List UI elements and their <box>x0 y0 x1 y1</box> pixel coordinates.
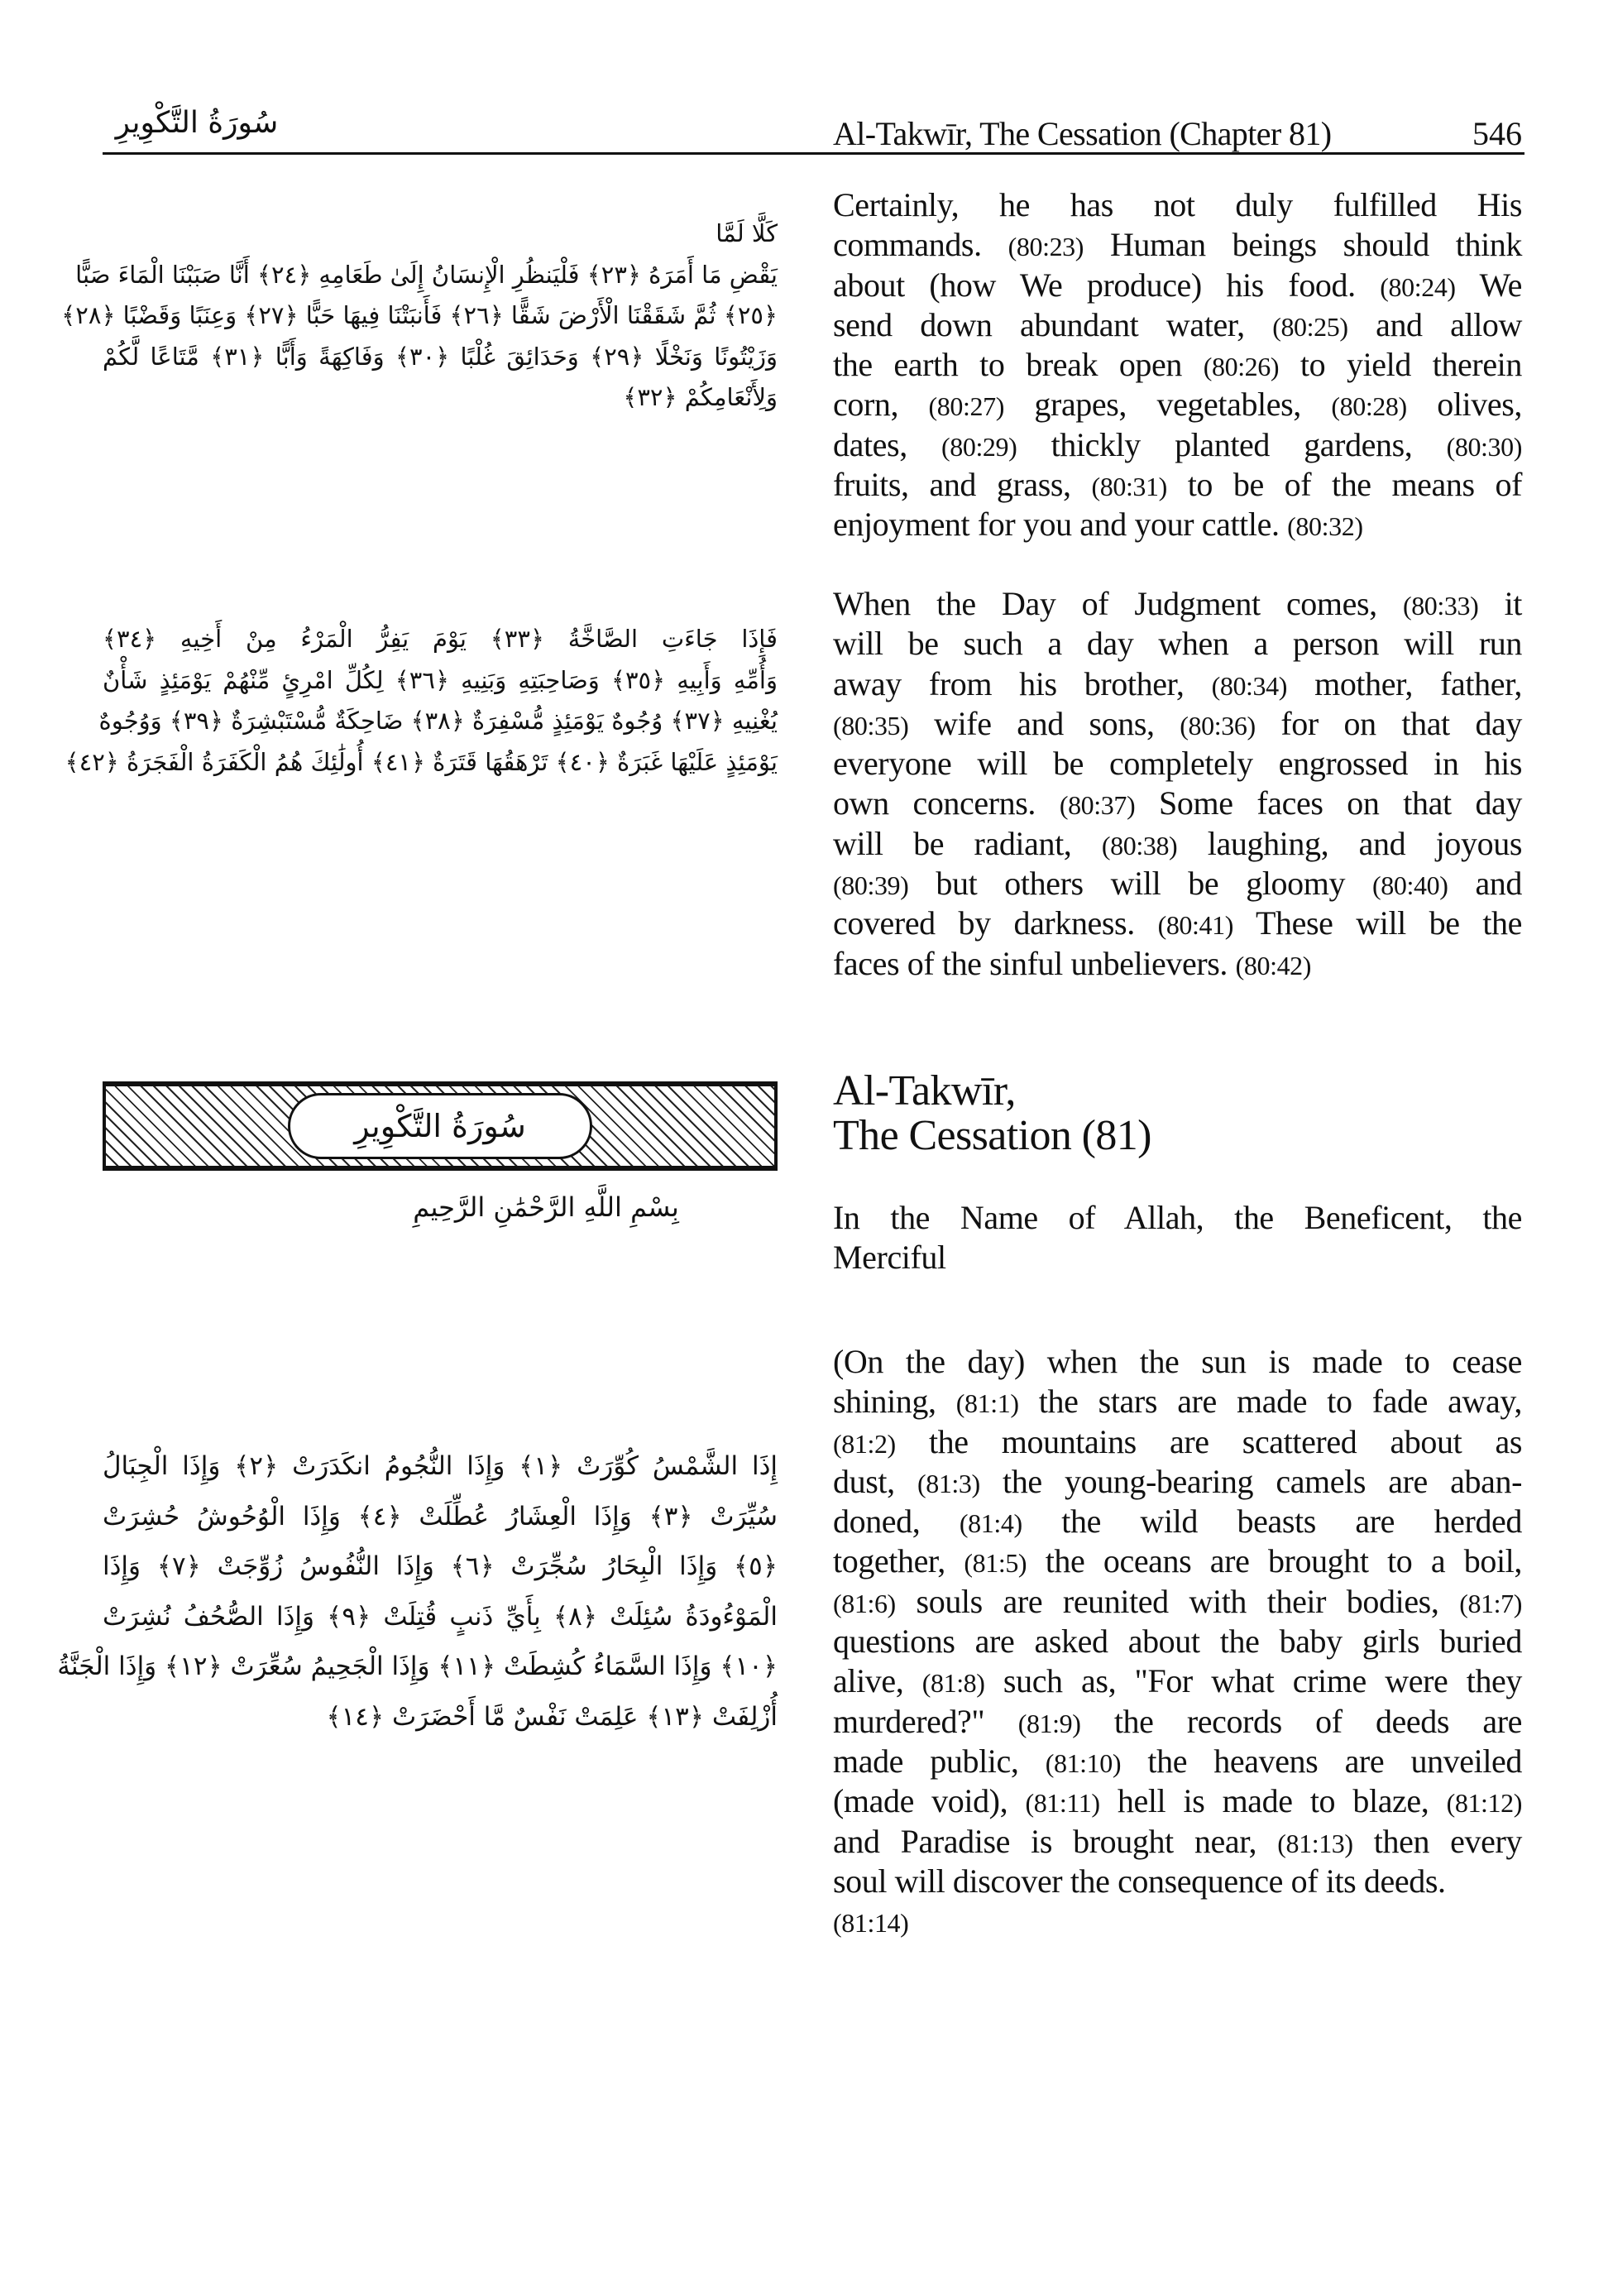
text-line: about (how We produce) his food. (80:24) We <box>833 266 1522 304</box>
arabic-line: سُيِّرَتْ ﴿٣﴾ وَإِذَا الْعِشَارُ عُطِّلَتْ ﴿٤﴾ وَإِذَا الْوُحُوشُ حُشِرَتْ <box>103 1501 778 1531</box>
text-line: everyone will be completely engrossed in his <box>833 745 1522 783</box>
verse-reference: (80:38) <box>1101 830 1178 860</box>
chapter-heading <box>833 1069 1151 1158</box>
text-line: Merciful <box>833 1239 946 1277</box>
verse-reference: (80:41) <box>1157 910 1233 941</box>
text-line: send down abundant water, (80:25) and allow <box>833 305 1523 343</box>
arabic-line: كَلَّا لَمَّا <box>716 219 778 247</box>
translation-paragraph-1 <box>833 185 1522 545</box>
arabic-line: فَإِذَا جَاءَتِ الصَّاخَّةُ ﴿٣٣﴾ يَوْمَ يَفِرُّ الْمَرْءُ مِنْ أَخِيهِ ﴿٣٤﴾ <box>103 625 778 653</box>
verse-reference: (81:12) <box>1446 1788 1522 1819</box>
text-line: Certainly, he has not duly fulfilled His <box>833 186 1522 223</box>
text-line: the earth to break open (80:26) to yield therein <box>833 346 1522 384</box>
text-line: enjoyment for you and your cattle. (80:32) <box>833 506 1363 544</box>
verse-reference: (80:28) <box>1331 391 1407 422</box>
verse-reference: (80:33) <box>1402 591 1479 621</box>
surah-title-banner <box>103 1081 778 1171</box>
verse-reference: (80:32) <box>1287 511 1363 542</box>
arabic-line: الْمَوْءُودَةُ سُئِلَتْ ﴿٨﴾ بِأَيِّ ذَنبٍ قُتِلَتْ ﴿٩﴾ وَإِذَا الصُّحُفُ نُشِرَتْ <box>103 1601 778 1632</box>
text-line: corn, (80:27) grapes, vegetables, (80:28) olives, <box>833 386 1522 424</box>
text-line: fruits, and grass, (80:31) to be of the means of <box>833 466 1523 504</box>
arabic-line: وَزَيْتُونًا وَنَخْلًا ﴿٢٩﴾ وَحَدَائِقَ غُلْبًا ﴿٣٠﴾ وَفَاكِهَةً وَأَبًّا ﴿٣١﴾ مَّتَاعًا لَّكُمْ <box>103 342 778 371</box>
text-line: dust, (81:3) the young-bearing camels are aban- <box>833 1462 1523 1500</box>
verse-reference: (81:11) <box>1025 1788 1100 1819</box>
arabic-line: يَقْضِ مَا أَمَرَهُ ﴿٢٣﴾ فَلْيَنظُرِ الْإِنسَانُ إِلَىٰ طَعَامِهِ ﴿٢٤﴾ أَنَّا صَبَبْنَا الْمَاءَ صَبًّا <box>75 260 778 289</box>
verse-reference: (80:34) <box>1211 670 1287 701</box>
verse-reference: (80:29) <box>941 431 1017 462</box>
banner-cartouche: سُورَةُ التَّكْوِيرِ <box>288 1093 592 1159</box>
bismillah-translation <box>833 1198 1522 1278</box>
verse-reference: (80:27) <box>928 391 1004 422</box>
text-line: dates, (80:29) thickly planted gardens, (80:30) <box>833 425 1522 463</box>
text-line: (made void), (81:11) hell is made to blaze, (81:12) <box>833 1782 1522 1820</box>
translation-paragraph-2 <box>833 584 1522 984</box>
verse-reference: (80:37) <box>1059 790 1136 821</box>
verse-reference: (81:10) <box>1045 1747 1122 1778</box>
arabic-line: إِذَا الشَّمْسُ كُوِّرَتْ ﴿١﴾ وَإِذَا النُّجُومُ انكَدَرَتْ ﴿٢﴾ وَإِذَا الْجِبَالُ <box>103 1451 778 1481</box>
running-title: Al-Takwīr, The Cessation (Chapter 81) <box>833 115 1332 152</box>
text-line: and Paradise is brought near, (81:13) then every <box>833 1822 1523 1860</box>
text-line: made public, (81:10) the heavens are unveiled <box>833 1742 1522 1780</box>
text-line: will be such a day when a person will run <box>833 625 1522 663</box>
arabic-line: وَأُمِّهِ وَأَبِيهِ ﴿٣٥﴾ وَصَاحِبَتِهِ وَبَنِيهِ ﴿٣٦﴾ لِكُلِّ امْرِئٍ مِّنْهُمْ يَوْمَئِذٍ شَأْنٌ <box>103 665 778 694</box>
text-line: faces of the sinful unbelievers. (80:42) <box>833 944 1312 982</box>
verse-reference: (81:5) <box>964 1548 1027 1579</box>
chapter-heading-line-2: The Cessation (81) <box>833 1112 1151 1159</box>
verse-reference: (81:9) <box>1017 1708 1081 1738</box>
verse-reference: (81:13) <box>1277 1828 1353 1858</box>
text-line: (81:6) souls are reunited with their bodies, (81:7) <box>833 1582 1522 1620</box>
page-number: 546 <box>1472 115 1522 152</box>
arabic-block-1 <box>61 213 778 419</box>
verse-reference: (81:8) <box>921 1668 985 1699</box>
header-rule <box>103 152 1524 155</box>
text-line: covered by darkness. (80:41) These will be the <box>833 904 1522 942</box>
text-line: alive, (81:8) such as, "For what crime were they <box>833 1662 1522 1700</box>
arabic-line: ﴿١٠﴾ وَإِذَا السَّمَاءُ كُشِطَتْ ﴿١١﴾ وَإِذَا الْجَحِيمُ سُعِّرَتْ ﴿١٢﴾ وَإِذَا الْجَنَّةُ <box>57 1651 778 1681</box>
arabic-line: ﴿٥﴾ وَإِذَا الْبِحَارُ سُجِّرَتْ ﴿٦﴾ وَإِذَا النُّفُوسُ زُوِّجَتْ ﴿٧﴾ وَإِذَا <box>103 1551 778 1581</box>
verse-reference: (80:25) <box>1272 311 1348 342</box>
verse-reference: (80:31) <box>1091 472 1167 502</box>
verse-reference: (80:39) <box>833 870 909 901</box>
arabic-block-3 <box>57 1441 778 1742</box>
text-line: (80:35) wife and sons, (80:36) for on that day <box>833 704 1522 742</box>
chapter-heading-line-1: Al-Takwīr, <box>833 1067 1016 1114</box>
verse-reference: (80:35) <box>833 710 909 741</box>
header-surah-calligraphy: سُورَةُ التَّكْوِيرِ <box>115 106 279 140</box>
arabic-line: ﴿٢٥﴾ ثُمَّ شَقَقْنَا الْأَرْضَ شَقًّا ﴿٢٦﴾ فَأَنبَتْنَا فِيهَا حَبًّا ﴿٢٧﴾ وَعِنَبًا وَقَضْبًا ﴿٢٨﴾ <box>61 301 778 329</box>
arabic-line: أُزْلِفَتْ ﴿١٣﴾ عَلِمَتْ نَفْسٌ مَّا أَحْضَرَتْ ﴿١٤﴾ <box>326 1701 778 1732</box>
arabic-line: يَوْمَئِذٍ عَلَيْهَا غَبَرَةٌ ﴿٤٠﴾ تَرْهَقُهَا قَتَرَةٌ ﴿٤١﴾ أُولَٰئِكَ هُمُ الْكَفَرَةُ الْفَجَرَةُ ﴿٤٢﴾ <box>65 747 778 776</box>
text-line: (80:39) but others will be gloomy (80:40) and <box>833 865 1522 903</box>
text-line: When the Day of Judgment comes, (80:33) it <box>833 585 1522 622</box>
arabic-line: وَلِأَنْعَامِكُمْ ﴿٣٢﴾ <box>623 383 778 411</box>
verse-reference: (81:3) <box>917 1468 980 1498</box>
verse-reference: (80:36) <box>1180 710 1256 741</box>
text-line: questions are asked about the baby girls buried <box>833 1623 1522 1661</box>
verse-reference: (80:23) <box>1008 232 1084 262</box>
verse-reference: (81:6) <box>833 1588 896 1618</box>
text-line: doned, (81:4) the wild beasts are herded <box>833 1503 1522 1541</box>
text-line: (On the day) when the sun is made to cease <box>833 1343 1522 1380</box>
text-line <box>833 1901 1522 1941</box>
verse-reference: (81:1) <box>955 1388 1019 1419</box>
verse-reference: (81:14) <box>833 1908 909 1939</box>
text-line: (81:2) the mountains are scattered about as <box>833 1422 1522 1460</box>
verse-reference: (81:4) <box>959 1508 1022 1539</box>
text-line: own concerns. (80:37) Some faces on that day <box>833 784 1523 822</box>
verse-reference: (81:7) <box>1459 1588 1522 1618</box>
text-line: away from his brother, (80:34) mother, father, <box>833 664 1522 702</box>
text-line: shining, (81:1) the stars are made to fade away, <box>833 1383 1522 1421</box>
bismillah-calligraphy: بِسْمِ اللَّهِ الرَّحْمَٰنِ الرَّحِيمِ <box>413 1191 679 1223</box>
arabic-line: يُغْنِيهِ ﴿٣٧﴾ وُجُوهٌ يَوْمَئِذٍ مُّسْفِرَةٌ ﴿٣٨﴾ ضَاحِكَةٌ مُّسْتَبْشِرَةٌ ﴿٣٩﴾ وَوُجُوهٌ <box>98 707 778 735</box>
verse-reference: (80:30) <box>1446 431 1522 462</box>
verse-reference: (80:26) <box>1203 352 1280 382</box>
text-line: together, (81:5) the oceans are brought to a boil, <box>833 1542 1522 1580</box>
verse-reference: (80:40) <box>1372 870 1448 901</box>
arabic-block-2 <box>65 619 778 783</box>
translation-paragraph-3 <box>833 1342 1522 1941</box>
text-line: In the Name of Allah, the Beneficent, the <box>833 1199 1522 1236</box>
text-line: murdered?" (81:9) the records of deeds are <box>833 1702 1522 1740</box>
verse-reference: (81:2) <box>833 1428 896 1459</box>
verse-reference: (80:24) <box>1380 271 1456 302</box>
text-line: will be radiant, (80:38) laughing, and joyous <box>833 824 1522 862</box>
text-line: soul will discover the consequence of its deeds. <box>833 1862 1446 1900</box>
verse-reference: (80:42) <box>1235 950 1312 980</box>
text-line: commands. (80:23) Human beings should think <box>833 226 1522 264</box>
